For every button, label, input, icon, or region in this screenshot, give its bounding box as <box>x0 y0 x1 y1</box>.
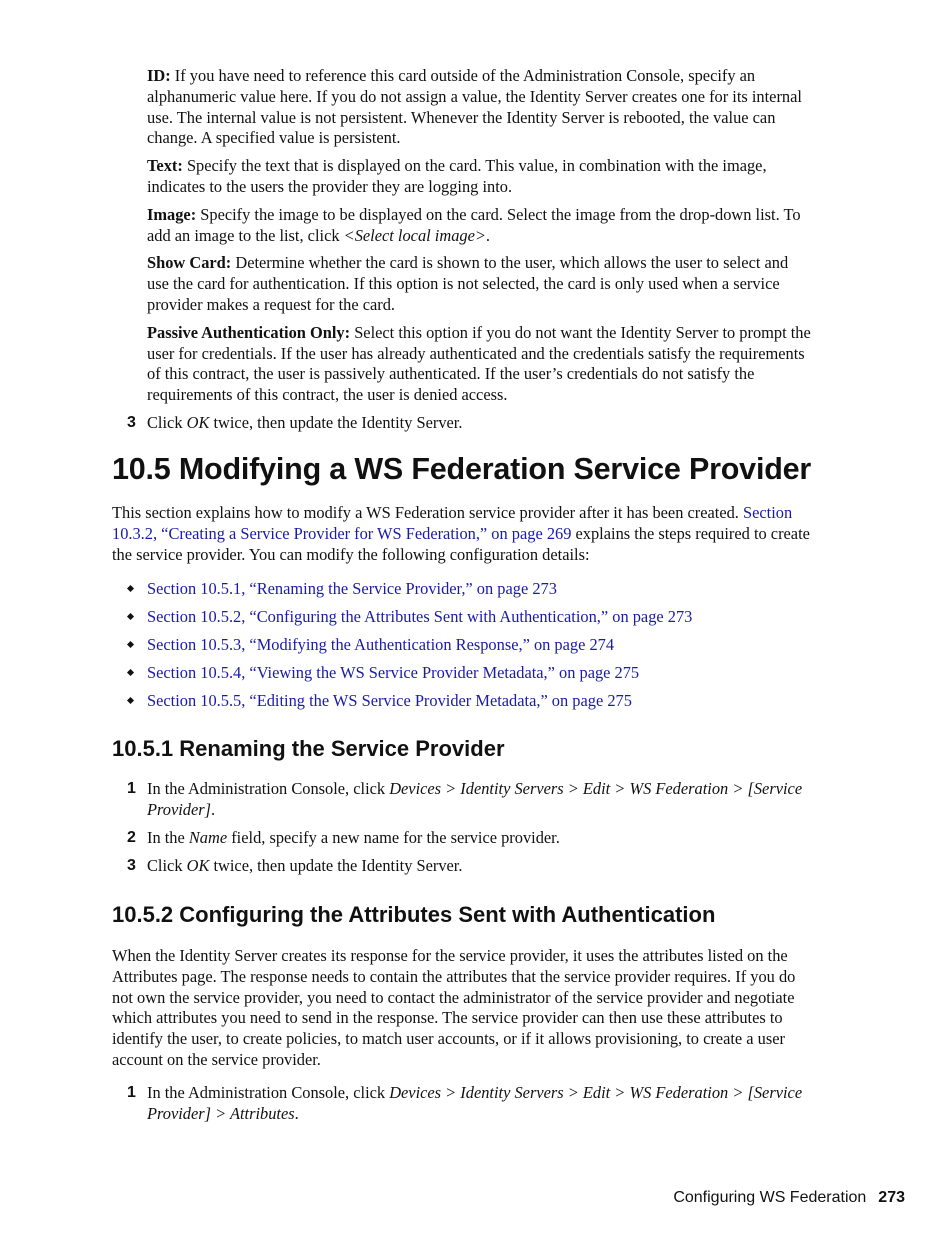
footer-title: Configuring WS Federation <box>673 1189 867 1206</box>
list-item <box>112 662 692 690</box>
bullet-icon <box>127 641 134 648</box>
section-10-5-heading: 10.5 Modifying a WS Federation Service Provider <box>112 452 812 486</box>
bullet-icon <box>127 585 134 592</box>
section-links-list <box>112 578 692 718</box>
definition-image: Image: Specify the image to be displayed on the card. Select the image from the drop-down list. To add an image to the list, click <Select local image>. <box>147 204 801 245</box>
page-number: 273 <box>878 1189 905 1206</box>
document-page: ID: If you have need to reference this card outside of the Administration Console, specify an alphanumeric value here. If you do not assign a value, the Identity Server creates one for its internal use. The internal value is not persistent. Whenever the Identity Server is rebooted, the value can change. A specified value is persistent. Text: Specify the text that is displayed on the card. This value, in combination with the image, indicates to the users the provider they are logging into. Image: Specify the image to be displayed on the card. Select the image from the drop-down list. To add an image to the list, click <Select local image>. Show Card: Determine whether the card is shown to the user, which allows the user to select and use the card for authentication. If this option is not selected, the card is only used when a service provider makes a request for the card. Passive Authentication Only: Select this option if you do not want the Identity Server to prompt the user for credentials. If the user has already authenticated and the credentials satisfy the requirements of this contract, the user is passively authenticated. If the user’s credentials do not satisfy the requirements of this contract, the user is denied access. 3 Click OK twice, then update the Identity Server. 10.5 Modifying a WS Federation Service Provider This section explains how to modify a WS Federation service provider after it has been created. Section 10.3.2, “Creating a Service Provider for WS Federation,” on page 269 explains the steps required to create the service provider. You can modify the following configuration details: Section 10.5.1, “Renaming the Service Provider,” on page 273 Section 10.5.2, “Configuring the Attributes Sent with Authentication,” on page 273 Section 10.5.3, “Modifying the Authentication Response,” on page 274 Section 10.5.4, “Viewing the WS Service Provider Metadata,” on page 275 Section 10.5.5, “Editing the WS Service Provider Metadata,” on page 275 10.5.1 Renaming the Service Provider 1 In the Administration Console, click Devices > Identity Servers > Edit > WS Federation > [Service Provider]. 2 In the Name field, specify a new name for the service provider. 3 Click OK twice, then update the Identity Server. 10.5.2 Configuring the Attributes Sent with Authentication When the Identity Server creates its response for the service provider, it uses the attributes listed on the Attributes page. The response needs to contain the attributes that the service provider requires. If you do not own the service provider, you need to contact the administrator of the service provider and negotiate which attributes you need to send in the response. The service provider can then use these attributes to identify the user, to create policies, to match user accounts, or if it allows provisioning, to create a user account on the service provider. 1 In the Administration Console, click Devices > Identity Servers > Edit > WS Federation > [Service Provider] > Attributes. Configuring WS Federation 273 <box>112 66 905 1206</box>
field-definitions <box>147 66 812 413</box>
link-section-10-5-3[interactable]: Section 10.5.3, “Modifying the Authentication Response,” on page 274 <box>147 635 615 654</box>
section-10-5-intro: This section explains how to modify a WS Federation service provider after it has been created. Section 10.3.2, “Creating a Service Provider for WS Federation,” on page 269 explains the steps required to create the service provider. You can modify the following configuration details: <box>112 503 810 564</box>
link-section-10-5-5[interactable]: Section 10.5.5, “Editing the WS Service Provider Metadata,” on page 275 <box>147 691 632 710</box>
link-section-10-5-4[interactable]: Section 10.5.4, “Viewing the WS Service Provider Metadata,” on page 275 <box>147 663 640 682</box>
page-footer <box>673 1189 905 1207</box>
list-item <box>112 578 692 606</box>
definition-id: ID: If you have need to reference this card outside of the Administration Console, specify an alphanumeric value here. If you do not assign a value, the Identity Server creates one for its internal use. The internal value is not persistent. Whenever the Identity Server is rebooted, the value can change. A specified value is persistent. <box>147 66 802 148</box>
section-10-5-2-heading: 10.5.2 Configuring the Attributes Sent with Authentication <box>112 902 716 927</box>
list-item <box>112 606 692 634</box>
link-section-10-5-2[interactable]: Section 10.5.2, “Configuring the Attributes Sent with Authentication,” on page 273 <box>147 607 693 626</box>
list-item <box>112 634 692 662</box>
definition-passive-auth: Passive Authentication Only: Select this option if you do not want the Identity Server to prompt the user for credentials. If the user has already authenticated and the credentials satisfy the requirements of this contract, the user is passively authenticated. If the user’s credentials do not satisfy the requirements of this contract, the user is denied access. <box>147 322 811 405</box>
section-10-5-1-heading: 10.5.1 Renaming the Service Provider <box>112 736 505 761</box>
definition-show-card: Show Card: Determine whether the card is shown to the user, which allows the user to select and use the card for authentication. If this option is not selected, the card is only used when a service provider makes a request for the card. <box>147 253 789 314</box>
bullet-icon <box>127 669 134 676</box>
section-10-5-2-body: When the Identity Server creates its response for the service provider, it uses the attributes listed on the Attributes page. The response needs to contain the attributes that the service provider requires. If you do not own the service provider, you need to contact the administrator of the service provider and negotiate which attributes you need to send in the response. The service provider can then use these attributes to identify the user, to create policies, to match user accounts, or if it allows provisioning, to create a user account on the service provider. <box>112 946 796 1069</box>
definition-text: Text: Specify the text that is displayed on the card. This value, in combination with the image, indicates to the users the provider they are logging into. <box>147 156 767 196</box>
link-section-10-3-2[interactable]: Section 10.3.2, “Creating a Service Provider for WS Federation,” on page 269 <box>112 503 793 543</box>
list-item <box>112 690 692 718</box>
bullet-icon <box>127 613 134 620</box>
bullet-icon <box>127 697 134 704</box>
link-section-10-5-1[interactable]: Section 10.5.1, “Renaming the Service Provider,” on page 273 <box>147 579 557 598</box>
